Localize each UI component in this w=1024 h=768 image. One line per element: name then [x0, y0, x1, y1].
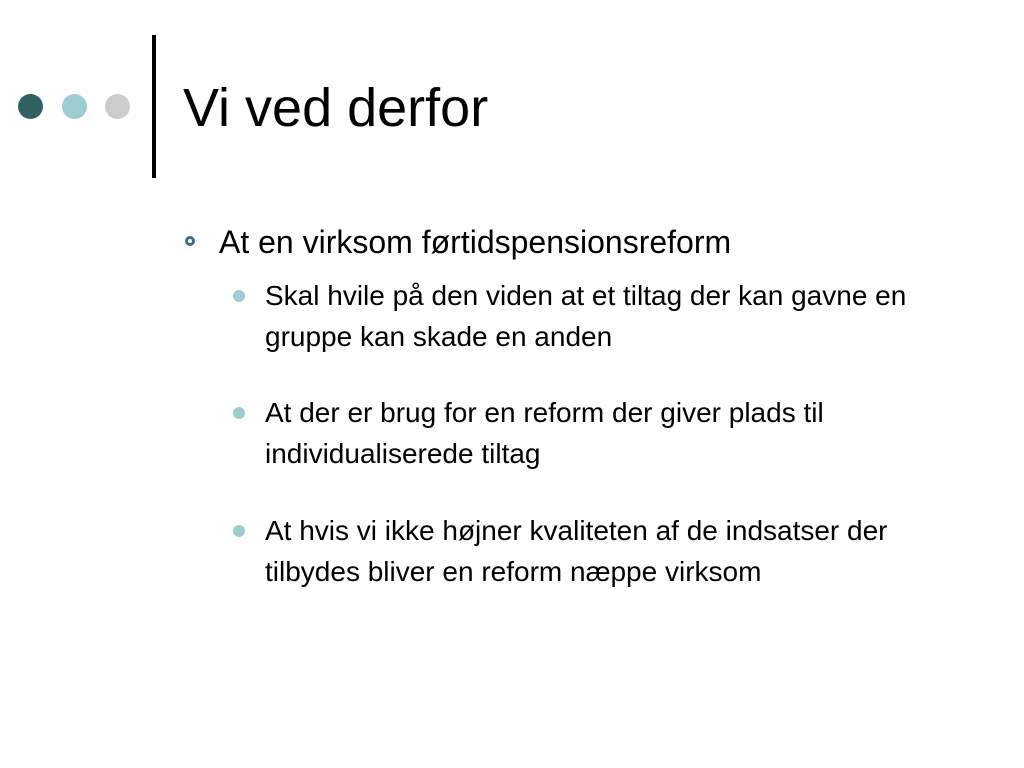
sub-bullet: At hvis vi ikke højner kvaliteten af de indsatser der tilbydes bliver en reform næppe virksom: [265, 515, 888, 587]
sub-bullet: Skal hvile på den viden at et tiltag der kan gavne en gruppe kan skade en anden: [265, 280, 907, 352]
light-teal-dot-icon: [62, 94, 87, 119]
ring-bullet-icon: [185, 236, 195, 246]
slide-title: Vi ved derfor: [183, 78, 489, 138]
dot-bullet-icon: [233, 290, 245, 302]
dark-teal-dot-icon: [18, 94, 43, 119]
sub-bullet: At der er brug for en reform der giver plads til individualiserede tiltag: [265, 397, 824, 469]
bullet-level1: At en virksom førtidspensionsreform: [219, 224, 732, 260]
dot-bullet-icon: [233, 525, 245, 537]
title-divider: [152, 35, 156, 178]
grey-dot-icon: [105, 94, 130, 119]
dot-bullet-icon: [233, 407, 245, 419]
